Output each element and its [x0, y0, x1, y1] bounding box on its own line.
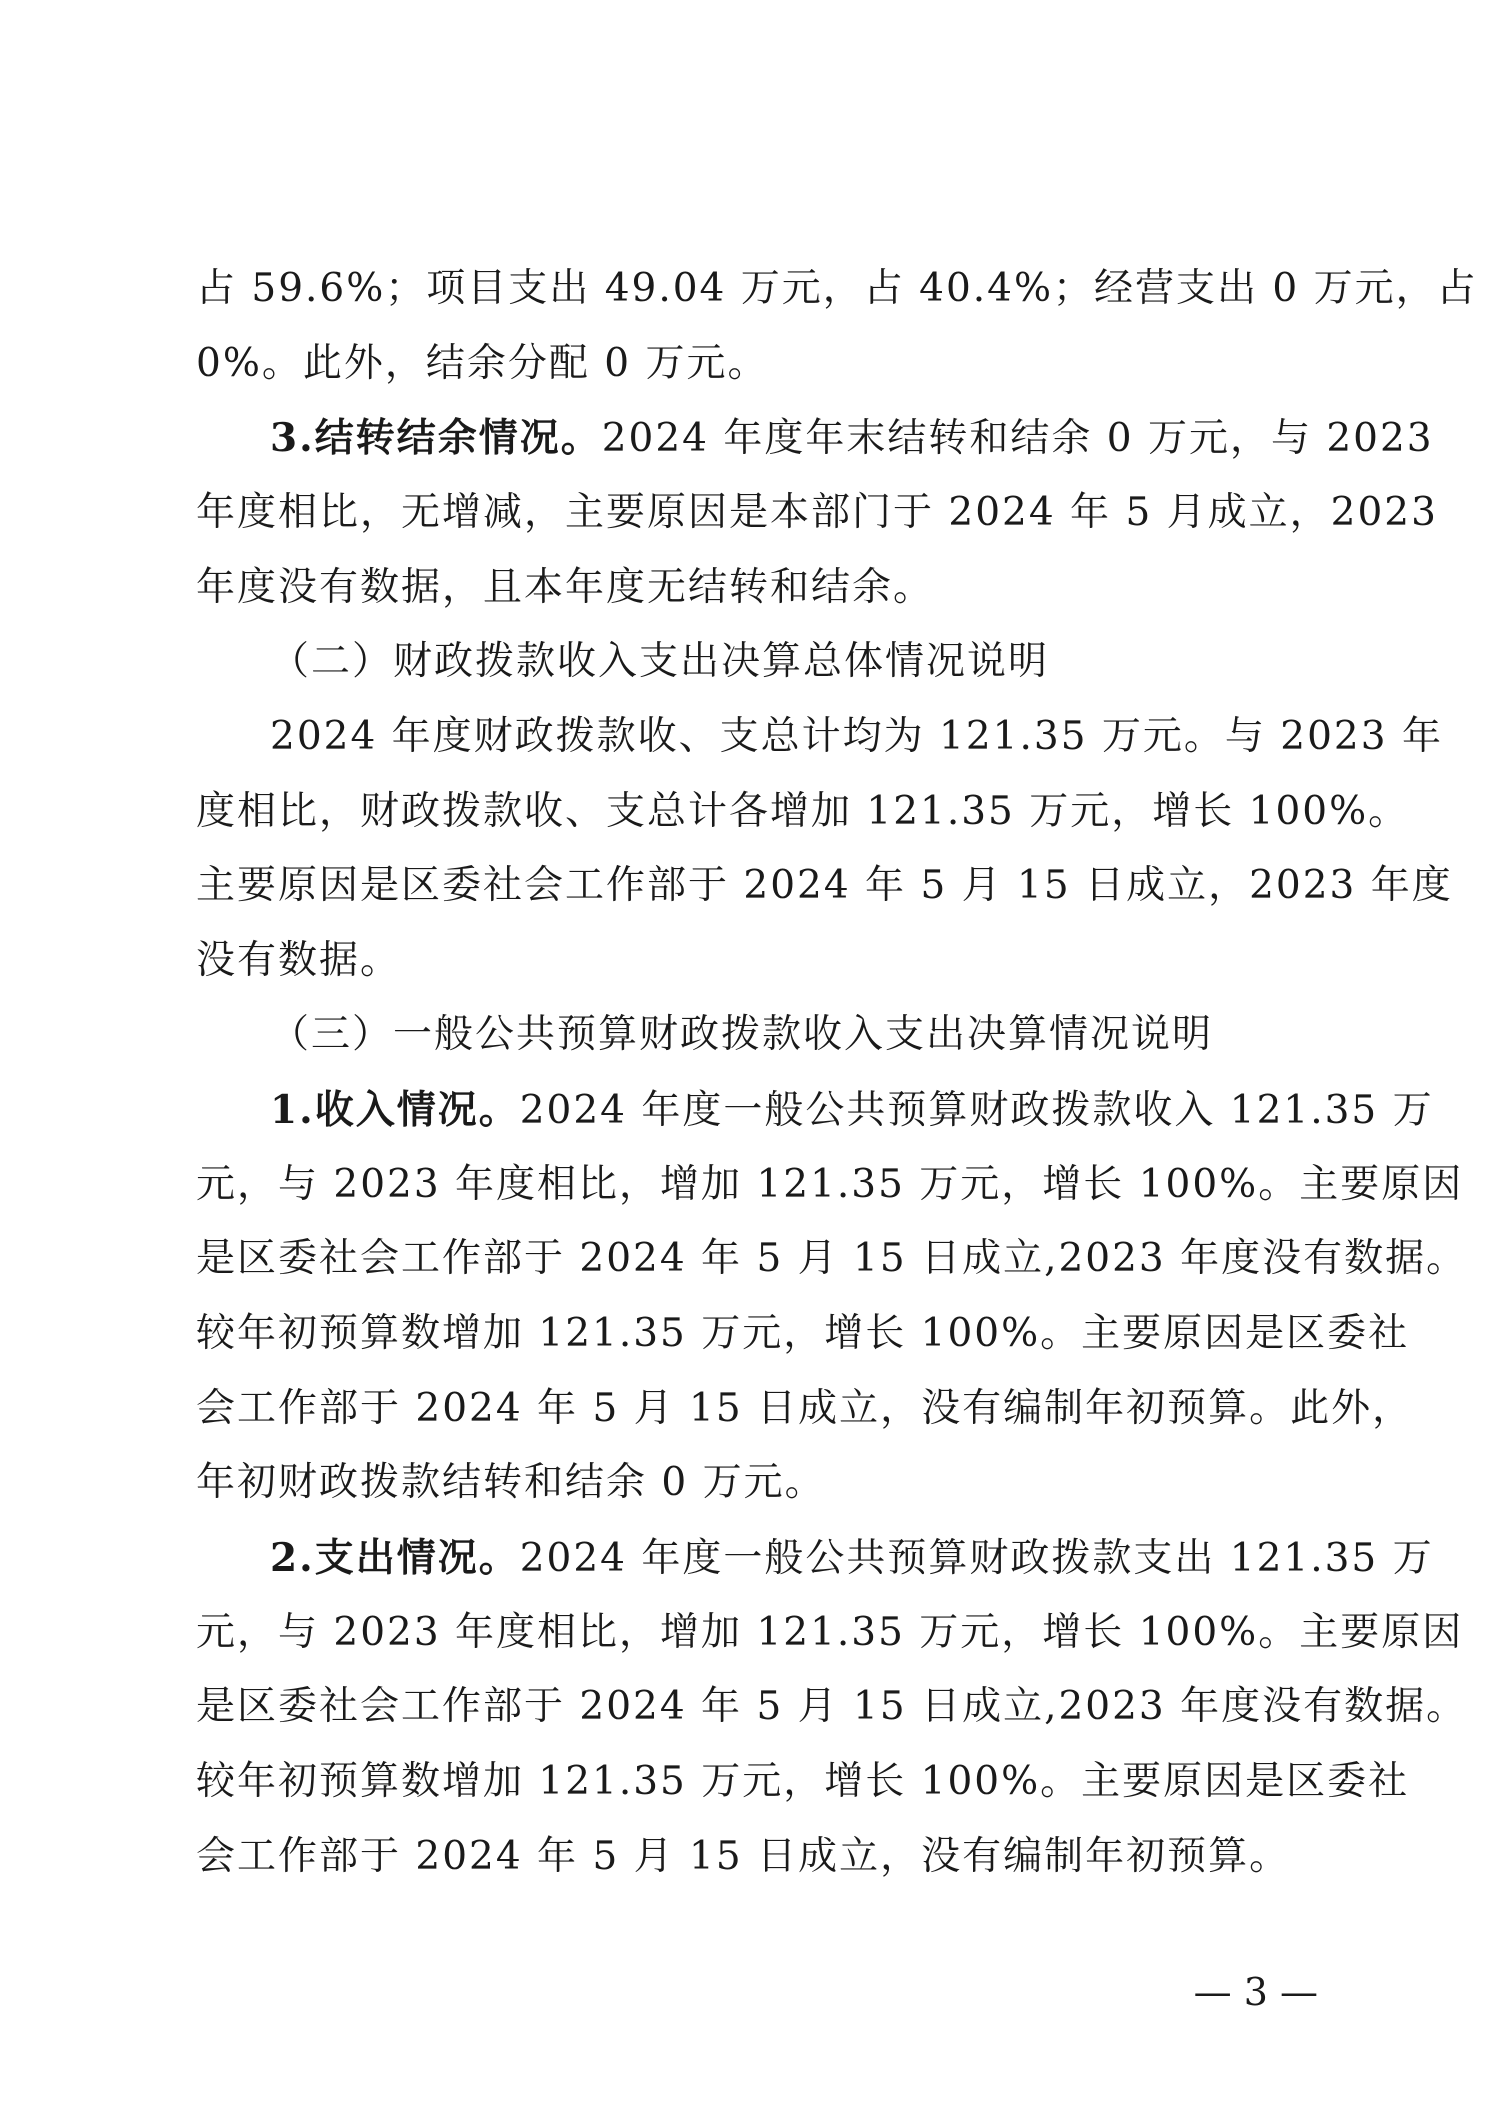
paragraph-line: 年度相比，无增减，主要原因是本部门于 2024 年 5 月成立，2023: [196, 490, 1438, 535]
paragraph-line: [270, 414, 1434, 463]
paragraph-line: 0%。此外，结余分配 0 万元。: [196, 341, 769, 386]
paragraph-line: 年度没有数据，且本年度无结转和结余。: [196, 565, 935, 610]
paragraph-line: 度相比，财政拨款收、支总计各增加 121.35 万元，增长 100%。: [196, 789, 1410, 834]
paragraph-line: 元，与 2023 年度相比，增加 121.35 万元，增长 100%。主要原因: [196, 1162, 1464, 1207]
paragraph-line: 年初财政拨款结转和结余 0 万元。: [196, 1460, 826, 1505]
paragraph-line: 占 59.6%；项目支出 49.04 万元，占 40.4%；经营支出 0 万元，占: [196, 266, 1478, 311]
paragraph-line: 2024 年度财政拨款收、支总计均为 121.35 万元。与 2023 年: [270, 714, 1443, 759]
paragraph-heading: 1.收入情况。: [270, 1087, 520, 1133]
paragraph-text: 2024 年度一般公共预算财政拨款支出 121.35 万: [519, 1536, 1434, 1581]
paragraph-heading: 2.支出情况。: [270, 1535, 520, 1581]
paragraph-line: 是区委社会工作部于 2024 年 5 月 15 日成立,2023 年度没有数据。: [196, 1684, 1468, 1729]
section-title: （三）一般公共预算财政拨款收入支出决算情况说明: [270, 1012, 1214, 1057]
page-number: — 3 —: [1193, 1970, 1318, 2014]
paragraph-line: 会工作部于 2024 年 5 月 15 日成立，没有编制年初预算。此外，: [196, 1386, 1414, 1431]
paragraph-line: 会工作部于 2024 年 5 月 15 日成立，没有编制年初预算。: [196, 1834, 1291, 1879]
paragraph-line: 较年初预算数增加 121.35 万元，增长 100%。主要原因是区委社: [196, 1311, 1410, 1356]
paragraph-line: 没有数据。: [196, 938, 402, 983]
section-title: （二）财政拨款收入支出决算总体情况说明: [270, 639, 1050, 684]
paragraph-heading: 3.结转结余情况。: [270, 415, 602, 461]
paragraph-text: 2024 年度一般公共预算财政拨款收入 121.35 万: [519, 1088, 1434, 1133]
paragraph-line: 是区委社会工作部于 2024 年 5 月 15 日成立,2023 年度没有数据。: [196, 1236, 1468, 1281]
paragraph-line: [270, 1534, 1434, 1583]
paragraph-line: 较年初预算数增加 121.35 万元，增长 100%。主要原因是区委社: [196, 1759, 1410, 1804]
paragraph-text: 2024 年度年末结转和结余 0 万元，与 2023: [601, 416, 1434, 461]
paragraph-line: 主要原因是区委社会工作部于 2024 年 5 月 15 日成立，2023 年度: [196, 863, 1453, 908]
paragraph-line: 元，与 2023 年度相比，增加 121.35 万元，增长 100%。主要原因: [196, 1610, 1464, 1655]
paragraph-line: [270, 1086, 1434, 1135]
